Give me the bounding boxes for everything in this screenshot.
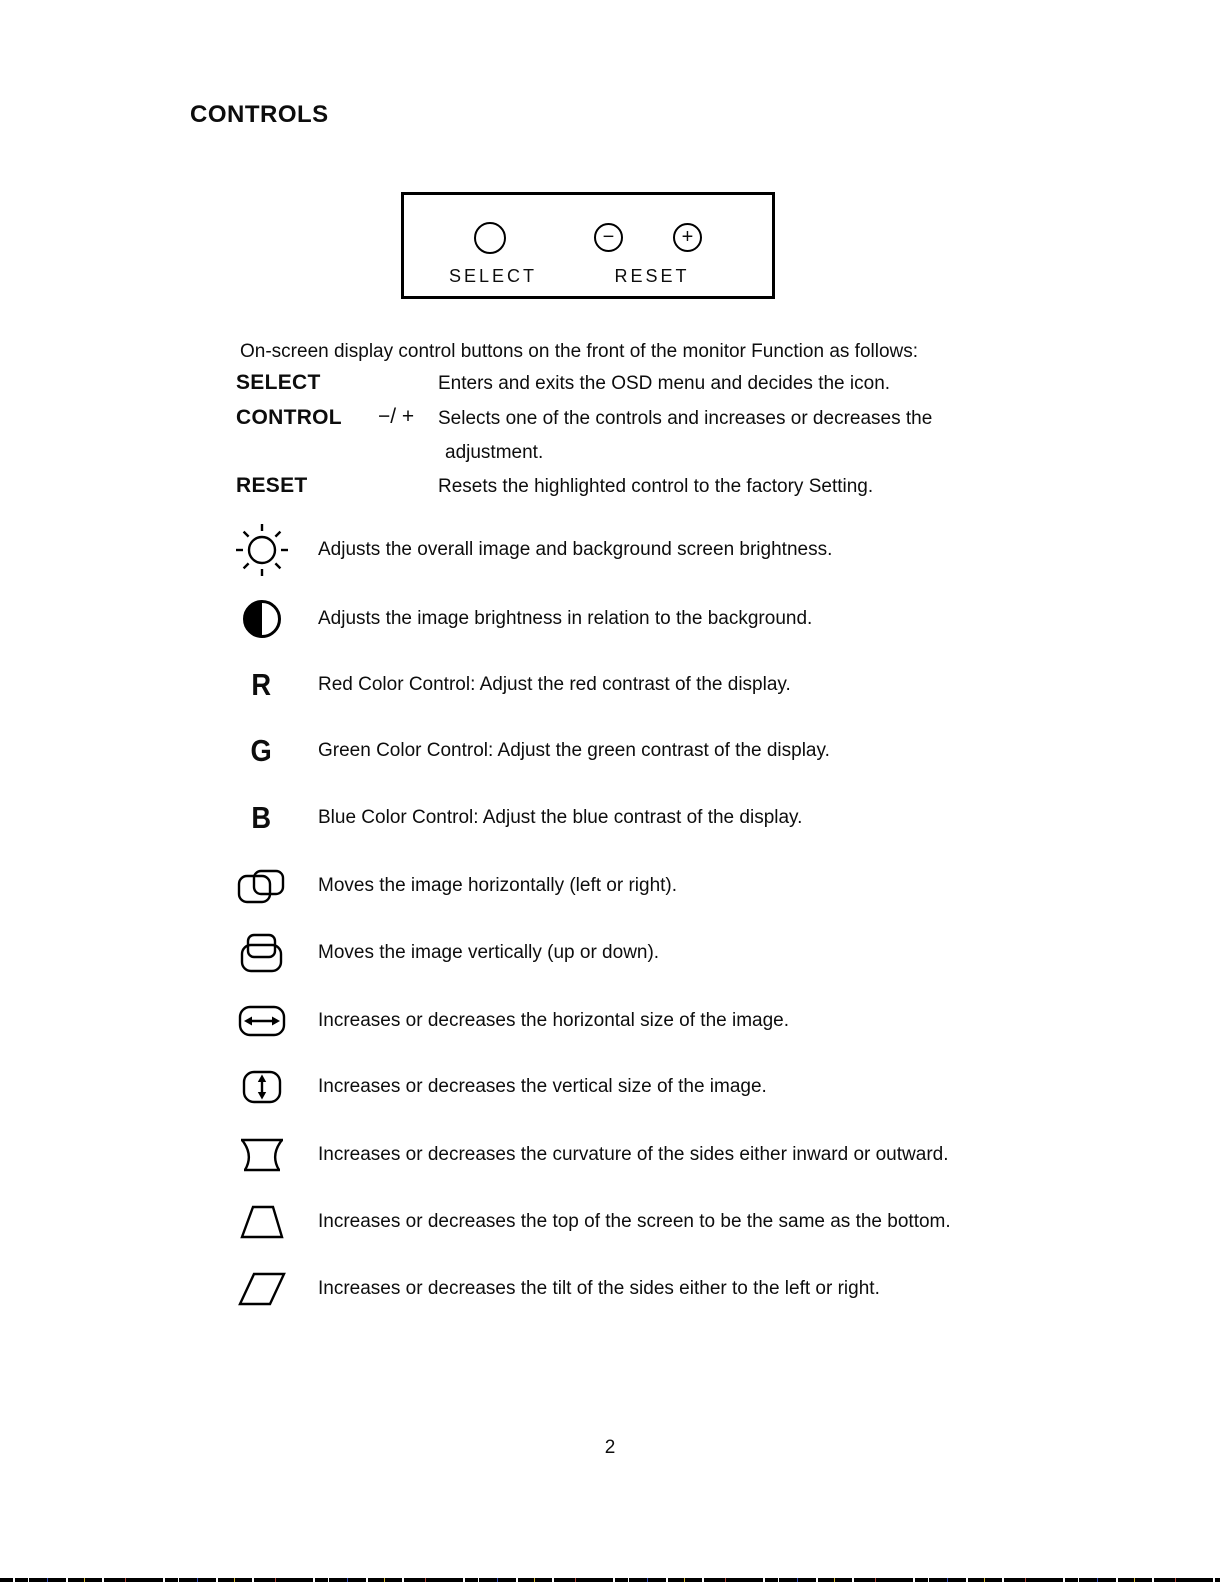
control-symbol: −/ + bbox=[378, 405, 415, 428]
horizontal-position-icon bbox=[205, 866, 318, 906]
reset-description: Resets the highlighted control to the factory Setting. bbox=[438, 476, 874, 497]
scan-artifact-line bbox=[0, 1578, 1220, 1582]
adjustment-row-blue bbox=[205, 786, 1085, 850]
adjustment-description: Increases or decreases the horizontal size of the image. bbox=[318, 1010, 790, 1031]
adjustment-row-trapezoid bbox=[205, 1190, 1085, 1254]
control-description-line1: Selects one of the controls and increases or decreases the bbox=[438, 408, 933, 429]
select-button-icon bbox=[474, 222, 506, 254]
adjustment-description: Increases or decreases the vertical size of the image. bbox=[318, 1076, 767, 1097]
adjustment-description: Moves the image horizontally (left or right). bbox=[318, 875, 678, 896]
minus-glyph: − bbox=[602, 226, 615, 248]
control-description-line2: adjustment. bbox=[445, 442, 544, 463]
vertical-position-icon bbox=[205, 931, 318, 975]
adjustment-description: Increases or decreases the curvature of the sides either inward or outward. bbox=[318, 1144, 949, 1165]
adjustment-description: Increases or decreases the tilt of the sides either to the left or right. bbox=[318, 1278, 880, 1299]
adjustment-row-v-position bbox=[205, 921, 1085, 985]
plus-glyph: + bbox=[681, 226, 694, 248]
reset-term: RESET bbox=[236, 474, 308, 497]
red-letter: R bbox=[251, 667, 272, 702]
page-number: 2 bbox=[604, 1437, 616, 1458]
page-title: CONTROLS bbox=[190, 101, 329, 128]
control-term: CONTROL bbox=[236, 406, 342, 429]
select-description: Enters and exits the OSD menu and decides the icon. bbox=[438, 373, 891, 394]
adjustment-row-h-size bbox=[205, 989, 1085, 1053]
adjustment-row-v-size bbox=[205, 1055, 1085, 1119]
intro-text: On-screen display control buttons on the front of the monitor Function as follows: bbox=[240, 341, 919, 362]
parallelogram-icon bbox=[205, 1270, 318, 1308]
adjustment-description: Adjusts the overall image and background screen brightness. bbox=[318, 539, 833, 560]
adjustment-description: Increases or decreases the top of the screen to be the same as the bottom. bbox=[318, 1211, 951, 1232]
adjustment-row-parallelogram bbox=[205, 1257, 1085, 1321]
adjustment-row-contrast bbox=[205, 587, 1085, 651]
adjustment-row-h-position bbox=[205, 854, 1085, 918]
select-label: SELECT bbox=[448, 266, 538, 286]
adjustment-description: Red Color Control: Adjust the red contrast of the display. bbox=[318, 674, 791, 695]
brightness-icon bbox=[205, 522, 318, 578]
adjustment-description: Adjusts the image brightness in relation to the background. bbox=[318, 608, 813, 629]
pincushion-icon bbox=[205, 1135, 318, 1175]
trapezoid-icon bbox=[205, 1203, 318, 1241]
select-term: SELECT bbox=[236, 371, 321, 394]
horizontal-size-icon bbox=[205, 1005, 318, 1037]
reset-label: RESET bbox=[614, 266, 690, 286]
adjustment-row-pincushion bbox=[205, 1123, 1085, 1187]
control-panel-diagram bbox=[401, 192, 775, 299]
adjustment-row-green bbox=[205, 719, 1085, 783]
adjustment-row-brightness bbox=[205, 518, 1085, 582]
plus-button-icon bbox=[673, 223, 702, 252]
vertical-size-icon bbox=[205, 1070, 318, 1104]
adjustment-row-red bbox=[205, 653, 1085, 717]
adjustment-description: Blue Color Control: Adjust the blue contrast of the display. bbox=[318, 807, 803, 828]
green-letter: G bbox=[250, 733, 273, 768]
adjustment-description: Green Color Control: Adjust the green contrast of the display. bbox=[318, 740, 830, 761]
adjustment-description: Moves the image vertically (up or down). bbox=[318, 942, 660, 963]
contrast-icon bbox=[205, 598, 318, 640]
minus-button-icon bbox=[594, 223, 623, 252]
blue-letter: B bbox=[251, 800, 272, 835]
